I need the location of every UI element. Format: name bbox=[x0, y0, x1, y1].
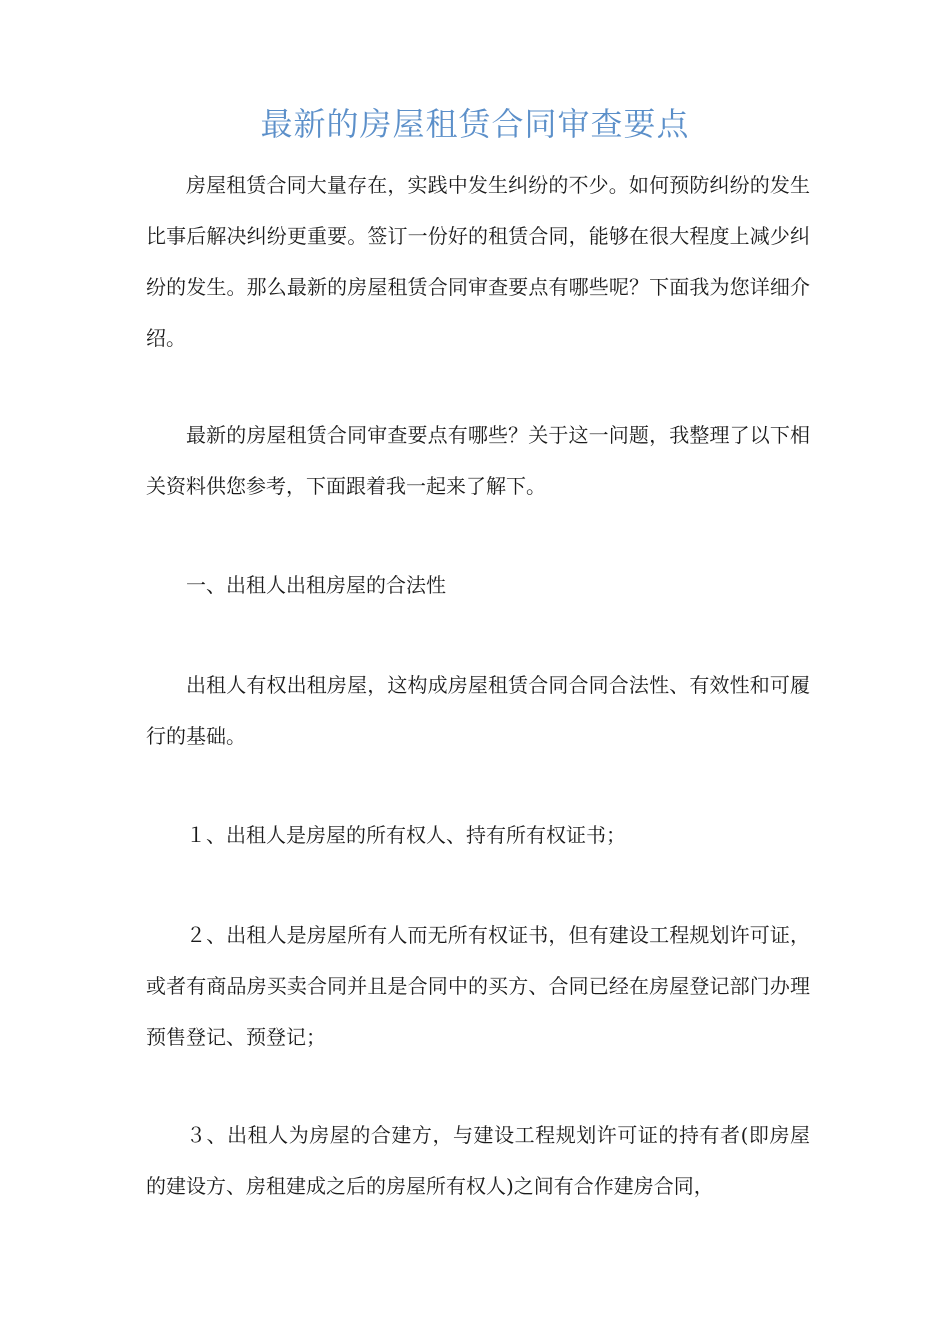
paragraph-text: 出租人有权出租房屋，这构成房屋租赁合同合同合法性、有效性和可履行的基础。 bbox=[146, 673, 810, 748]
section-heading-text: 一、出租人出租房屋的合法性 bbox=[186, 573, 446, 597]
paragraph-text: 最新的房屋租赁合同审查要点有哪些？关于这一问题，我整理了以下相关资料供您参考，下面跟着我一起来了解下。 bbox=[146, 423, 810, 498]
paragraph-text: 房屋租赁合同大量存在，实践中发生纠纷的不少。如何预防纠纷的发生比事后解决纠纷更重要。签订一份好的租赁合同，能够在很大程度上减少纠纷的发生。那么最新的房屋租赁合同审查要点有哪些呢？下面我为您详细介绍。 bbox=[146, 173, 810, 350]
paragraph-overview bbox=[146, 410, 810, 512]
list-item-text: ３、出租人为房屋的合建方，与建设工程规划许可证的持有者(即房屋的建设方、房租建成之后的房屋所有权人)之间有合作建房合同， bbox=[146, 1123, 810, 1198]
paragraph-legality bbox=[146, 660, 810, 762]
paragraph-intro bbox=[146, 160, 810, 364]
list-item-2 bbox=[146, 910, 810, 1063]
list-item-text: ２、出租人是房屋所有人而无所有权证书，但有建设工程规划许可证，或者有商品房买卖合同并且是合同中的买方、合同已经在房屋登记部门办理预售登记、预登记； bbox=[146, 923, 810, 1049]
document-title: 最新的房屋租赁合同审查要点 bbox=[260, 105, 690, 143]
section-heading-1 bbox=[146, 560, 810, 611]
list-item-text: １、出租人是房屋的所有权人、持有所有权证书； bbox=[186, 823, 626, 847]
list-item-1 bbox=[146, 810, 810, 861]
list-item-3 bbox=[146, 1110, 810, 1212]
